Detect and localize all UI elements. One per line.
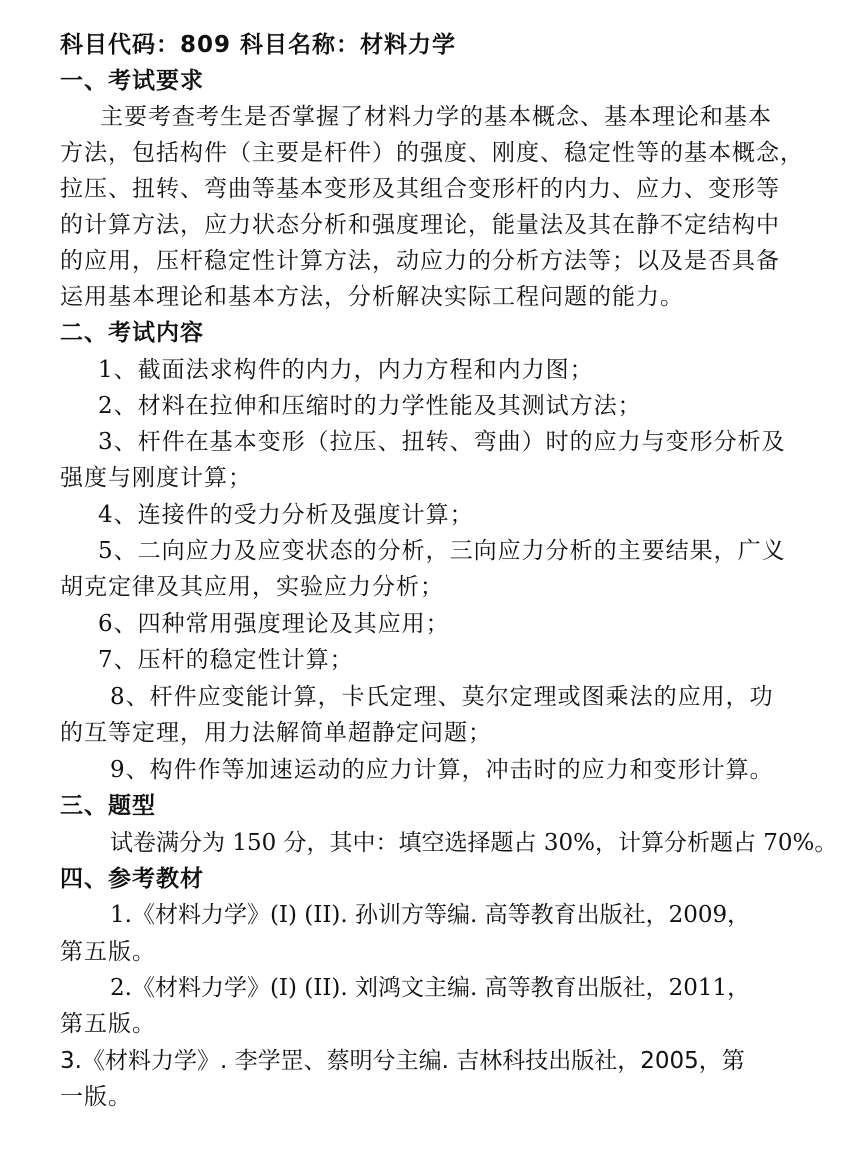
paragraph-line: 方法，包括构件（主要是杆件）的强度、刚度、稳定性等的基本概念，	[60, 140, 804, 166]
paragraph-line: 的计算方法，应力状态分析和强度理论，能量法及其在静不定结构中	[60, 212, 780, 238]
reference-item: 1.《材料力学》(I) (II). 孙训方等编. 高等教育出版社，2009，	[110, 902, 751, 928]
paragraph-line: 运用基本理论和基本方法，分析解决实际工程问题的能力。	[60, 284, 684, 310]
list-item: 7、压杆的稳定性计算；	[98, 647, 354, 673]
reference-continuation: 一版。	[60, 1084, 132, 1110]
reference-continuation: 第五版。	[60, 1011, 156, 1037]
subject-title: 科目代码：809 科目名称：材料力学	[60, 32, 457, 58]
section-heading: 一、考试要求	[60, 68, 204, 94]
list-item: 6、四种常用强度理论及其应用；	[98, 611, 450, 637]
section-heading: 三、题型	[60, 793, 156, 819]
paragraph-line: 的应用，压杆稳定性计算方法，动应力的分析方法等；以及是否具备	[60, 248, 780, 274]
list-item: 5、二向应力及应变状态的分析，三向应力分析的主要结果，广义	[98, 538, 786, 564]
list-item: 1、截面法求构件的内力，内力方程和内力图；	[98, 357, 594, 383]
list-item-continuation: 的互等定理，用力法解简单超静定问题；	[60, 720, 492, 746]
list-item: 4、连接件的受力分析及强度计算；	[98, 502, 474, 528]
list-item: 9、构件作等加速运动的应力计算，冲击时的应力和变形计算。	[110, 757, 774, 783]
list-item: 8、杆件应变能计算，卡氏定理、莫尔定理或图乘法的应用，功	[110, 684, 774, 710]
reference-item: 3.《材料力学》. 李学罡、蔡明兮主编. 吉林科技出版社，2005，第	[60, 1048, 745, 1074]
reference-item: 2.《材料力学》(I) (II). 刘鸿文主编. 高等教育出版社，2011，	[110, 975, 751, 1001]
list-item: 3、杆件在基本变形（拉压、扭转、弯曲）时的应力与变形分析及	[98, 429, 786, 455]
list-item: 2、材料在拉伸和压缩时的力学性能及其测试方法；	[98, 393, 642, 419]
section-heading: 二、考试内容	[60, 320, 204, 346]
list-item-continuation: 胡克定律及其应用，实验应力分析；	[60, 574, 444, 600]
paragraph-line: 拉压、扭转、弯曲等基本变形及其组合变形杆的内力、应力、变形等	[60, 176, 780, 202]
list-item-continuation: 强度与刚度计算；	[60, 465, 252, 491]
reference-continuation: 第五版。	[60, 939, 156, 965]
paragraph-line: 主要考查考生是否掌握了材料力学的基本概念、基本理论和基本	[100, 104, 772, 130]
section-heading: 四、参考教材	[60, 866, 204, 892]
paragraph-line: 试卷满分为 150 分，其中：填空选择题占 30%，计算分析题占 70%。	[110, 830, 838, 856]
